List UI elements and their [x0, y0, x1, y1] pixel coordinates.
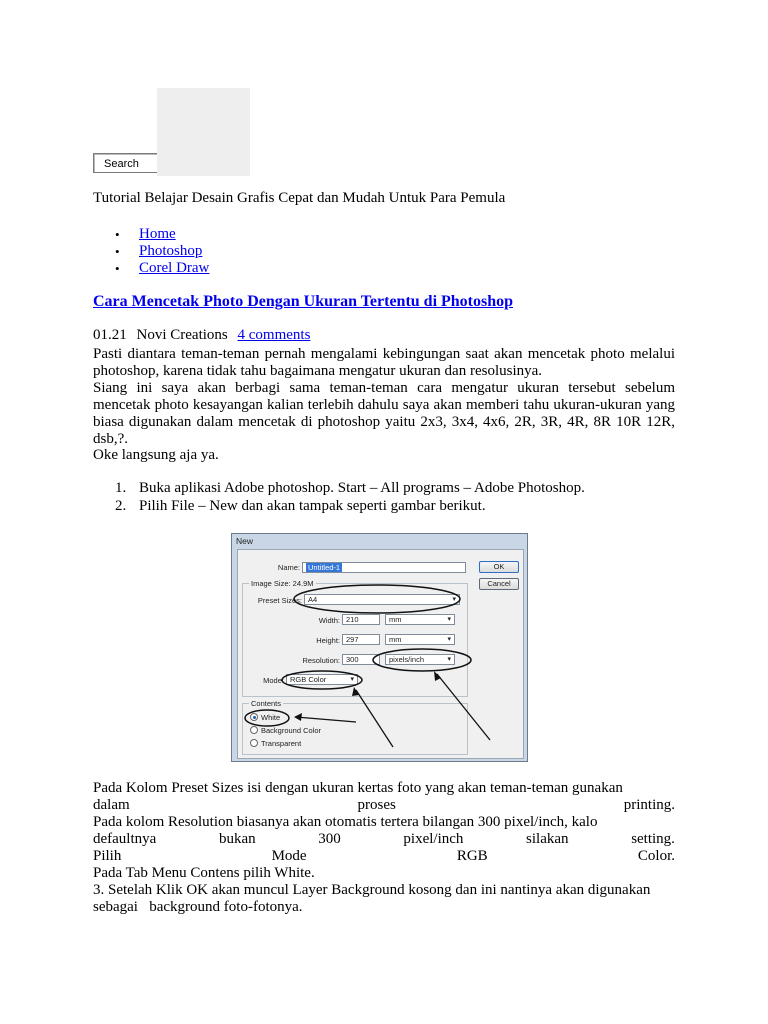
after-line-2: [93, 797, 675, 814]
cancel-button[interactable]: Cancel: [479, 578, 519, 590]
contents-label: Contents: [251, 699, 282, 708]
after-line-8: sebagai background foto-fotonya.: [93, 899, 303, 915]
height-field[interactable]: 297: [342, 634, 380, 645]
nav-menu: [93, 226, 209, 277]
nav-item-home[interactable]: [93, 226, 209, 243]
mode-select[interactable]: RGB Color ▾: [286, 674, 358, 685]
width-unit-select[interactable]: mm ▾: [385, 614, 455, 625]
contents-white-radio[interactable]: White: [250, 713, 280, 722]
steps-list: [93, 480, 585, 515]
step-item: [93, 498, 585, 516]
after-word: setting.: [631, 831, 675, 847]
nav-link[interactable]: Home: [139, 226, 176, 242]
white-highlight: [245, 710, 289, 726]
after-word: printing.: [623, 797, 675, 813]
after-word: proses: [357, 797, 396, 813]
nav-link[interactable]: Corel Draw: [139, 260, 210, 276]
after-word: silakan: [526, 831, 569, 847]
post-author: Novi Creations: [136, 327, 228, 343]
intro-paragraph-1: Pasti diantara teman-teman pernah mengalami kebingungan saat akan mencetak photo melalui photoshop, karena tidak tahu bagaimana mengatur ukuran dan resolusinya.: [93, 346, 675, 379]
mode-label: Mode:: [263, 676, 284, 685]
after-line-6: Pada Tab Menu Contens pilih White.: [93, 865, 315, 881]
mode-highlight: [282, 671, 362, 689]
step-text: Buka aplikasi Adobe photoshop. Start – All programs – Adobe Photoshop.: [139, 480, 585, 496]
after-line-5: [93, 848, 675, 865]
after-line-7: 3. Setelah Klik OK akan muncul Layer Background kosong dan ini nantinya akan digunakan: [93, 882, 651, 898]
post-title[interactable]: Cara Mencetak Photo Dengan Ukuran Tertentu di Photoshop: [93, 293, 514, 310]
arrow-to-mode: [356, 690, 393, 747]
contents-transparent-radio[interactable]: Transparent: [250, 739, 301, 748]
preset-select[interactable]: A4 ▾: [304, 594, 460, 605]
after-text: Pada Kolom Preset Sizes isi dengan ukuran kertas foto yang akan teman-teman gunakan: [93, 780, 623, 796]
resolution-highlight: [373, 649, 471, 671]
after-line-1: [93, 780, 675, 797]
contents-background-radio[interactable]: Background Color: [250, 726, 321, 735]
after-word: pixel/inch: [403, 831, 464, 847]
name-label: Name:: [277, 563, 300, 572]
step-number: 1.: [115, 480, 127, 496]
nav-link[interactable]: Photoshop: [139, 243, 203, 259]
after-word: Color.: [637, 848, 675, 864]
after-word: Mode: [271, 848, 307, 864]
arrow-head-resolution: [434, 671, 441, 681]
new-dialog-screenshot: [231, 533, 528, 762]
resolution-field[interactable]: 300: [342, 654, 380, 665]
after-text: Pada kolom Resolution biasanya akan otomatis tertera bilangan 300 pixel/inch, kalo: [93, 814, 598, 830]
post-time: 01.21: [93, 327, 127, 343]
image-size-label: Image Size: 24.9M: [251, 579, 314, 588]
nav-item-photoshop[interactable]: [93, 243, 209, 260]
preset-label: Preset Sizes:: [257, 596, 302, 605]
width-label: Width:: [318, 616, 340, 625]
after-word: RGB: [456, 848, 488, 864]
after-word: 300: [318, 831, 341, 847]
step-number: 2.: [115, 497, 127, 514]
step-text: Pilih File – New dan akan tampak seperti gambar berikut.: [139, 497, 486, 514]
step-item: [93, 480, 585, 498]
site-tagline: Tutorial Belajar Desain Grafis Cepat dan Mudah Untuk Para Pemula: [93, 190, 506, 206]
arrow-to-resolution: [437, 674, 490, 740]
resolution-unit-select[interactable]: pixels/inch ▾: [385, 654, 455, 665]
arrow-head-white: [294, 713, 302, 721]
resolution-label: Resolution:: [302, 656, 340, 665]
arrow-to-white: [296, 717, 356, 722]
intro-paragraph-2: Siang ini saya akan berbagi sama teman-teman cara mengatur ukuran tersebut sebelum mencetak photo kesayangan kalian terlebih dahulu saya akan memberi tahu ukuran-ukuran yang biasa digunakan dalam mencetak di photoshop yaitu 2x3, 3x4, 4x6, 2R, 3R, 4R, 8R 10R 12R, dsb,?.: [93, 380, 675, 447]
name-field[interactable]: Untitled-1: [302, 562, 466, 573]
arrow-head-mode: [352, 687, 359, 696]
annotation-overlay: [238, 550, 523, 758]
height-label: Height:: [316, 636, 340, 645]
dialog-body: [237, 549, 524, 759]
intro-paragraph-3: Oke langsung aja ya.: [93, 447, 219, 463]
search-button[interactable]: Search: [93, 153, 157, 173]
preset-highlight: [294, 585, 460, 613]
ok-button[interactable]: OK: [479, 561, 519, 573]
height-unit-select[interactable]: mm ▾: [385, 634, 455, 645]
nav-item-corel-draw[interactable]: [93, 260, 209, 277]
ad-placeholder: [157, 88, 250, 176]
after-word: Pilih: [93, 848, 122, 864]
after-line-3: [93, 814, 675, 831]
after-line-4: [93, 831, 675, 848]
dialog-title: New: [236, 536, 254, 546]
after-word: bukan: [218, 831, 256, 847]
after-word: defaultnya: [93, 831, 157, 847]
after-word: dalam: [93, 797, 130, 813]
width-field[interactable]: 210: [342, 614, 380, 625]
post-meta: [93, 327, 310, 344]
comments-link[interactable]: 4 comments: [237, 327, 311, 343]
